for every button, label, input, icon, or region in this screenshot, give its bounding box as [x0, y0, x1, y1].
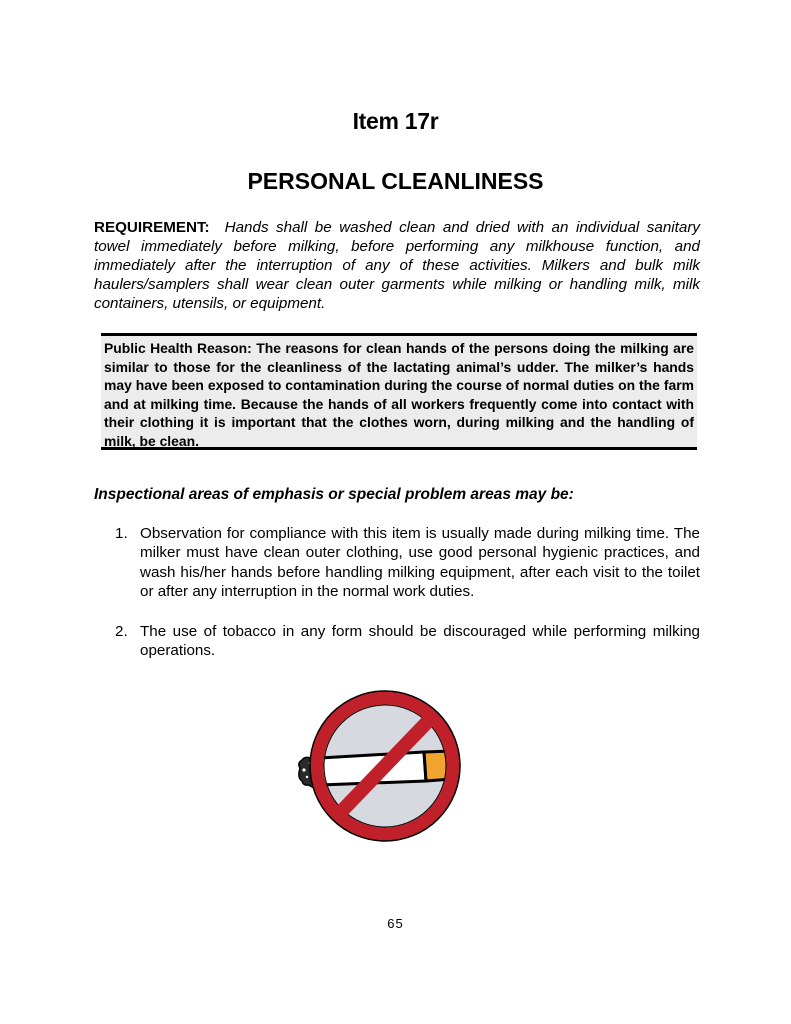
list-item-number: 1. [115, 525, 128, 542]
requirement-label: REQUIREMENT: [94, 219, 210, 236]
list-item [115, 524, 700, 602]
page-title: PERSONAL CLEANLINESS [247, 168, 544, 194]
inspection-list [115, 524, 700, 660]
public-health-reason-text: Public Health Reason: The reasons for clean hands of the persons doing the milking are similar to those for the cleanliness of the lactating animal’s udder. The milker’s hands may have been exposed to contamination during the course of normal duties on the farm and at milking time. Because the hands of all workers frequently come into contact with their clothing it is important that the clothes worn, during milking and the handling of milk, be clean. [104, 340, 694, 449]
list-item-text: Observation for compliance with this item is usually made during milking time. The milker must have clean outer clothing, use good personal hygienic practices, and wash his/her hands before handling milking equipment, after each visit to the toilet or after any interruption in the normal work duties. [140, 525, 700, 601]
requirement-paragraph [94, 218, 700, 313]
no-smoking-icon [292, 688, 468, 848]
list-item-number: 2. [115, 622, 128, 640]
page-number: 65 [387, 916, 404, 931]
list-item [115, 622, 700, 661]
list-item-text: The use of tobacco in any form should be discouraged while performing milking operations. [140, 622, 700, 660]
inspection-heading: Inspectional areas of emphasis or special problem areas may be: [94, 486, 574, 503]
public-health-reason-box [101, 333, 697, 450]
requirement-text: Hands shall be washed clean and dried with an individual sanitary towel immediately before milking, before performing any milkhouse function, and immediately after the interruption of any of these activities. Milkers and bulk milk haulers/samplers shall wear clean outer garments while milking or handling milk, milk containers, utensils, or equipment. [94, 219, 700, 312]
item-number-title: Item 17r [352, 108, 439, 134]
